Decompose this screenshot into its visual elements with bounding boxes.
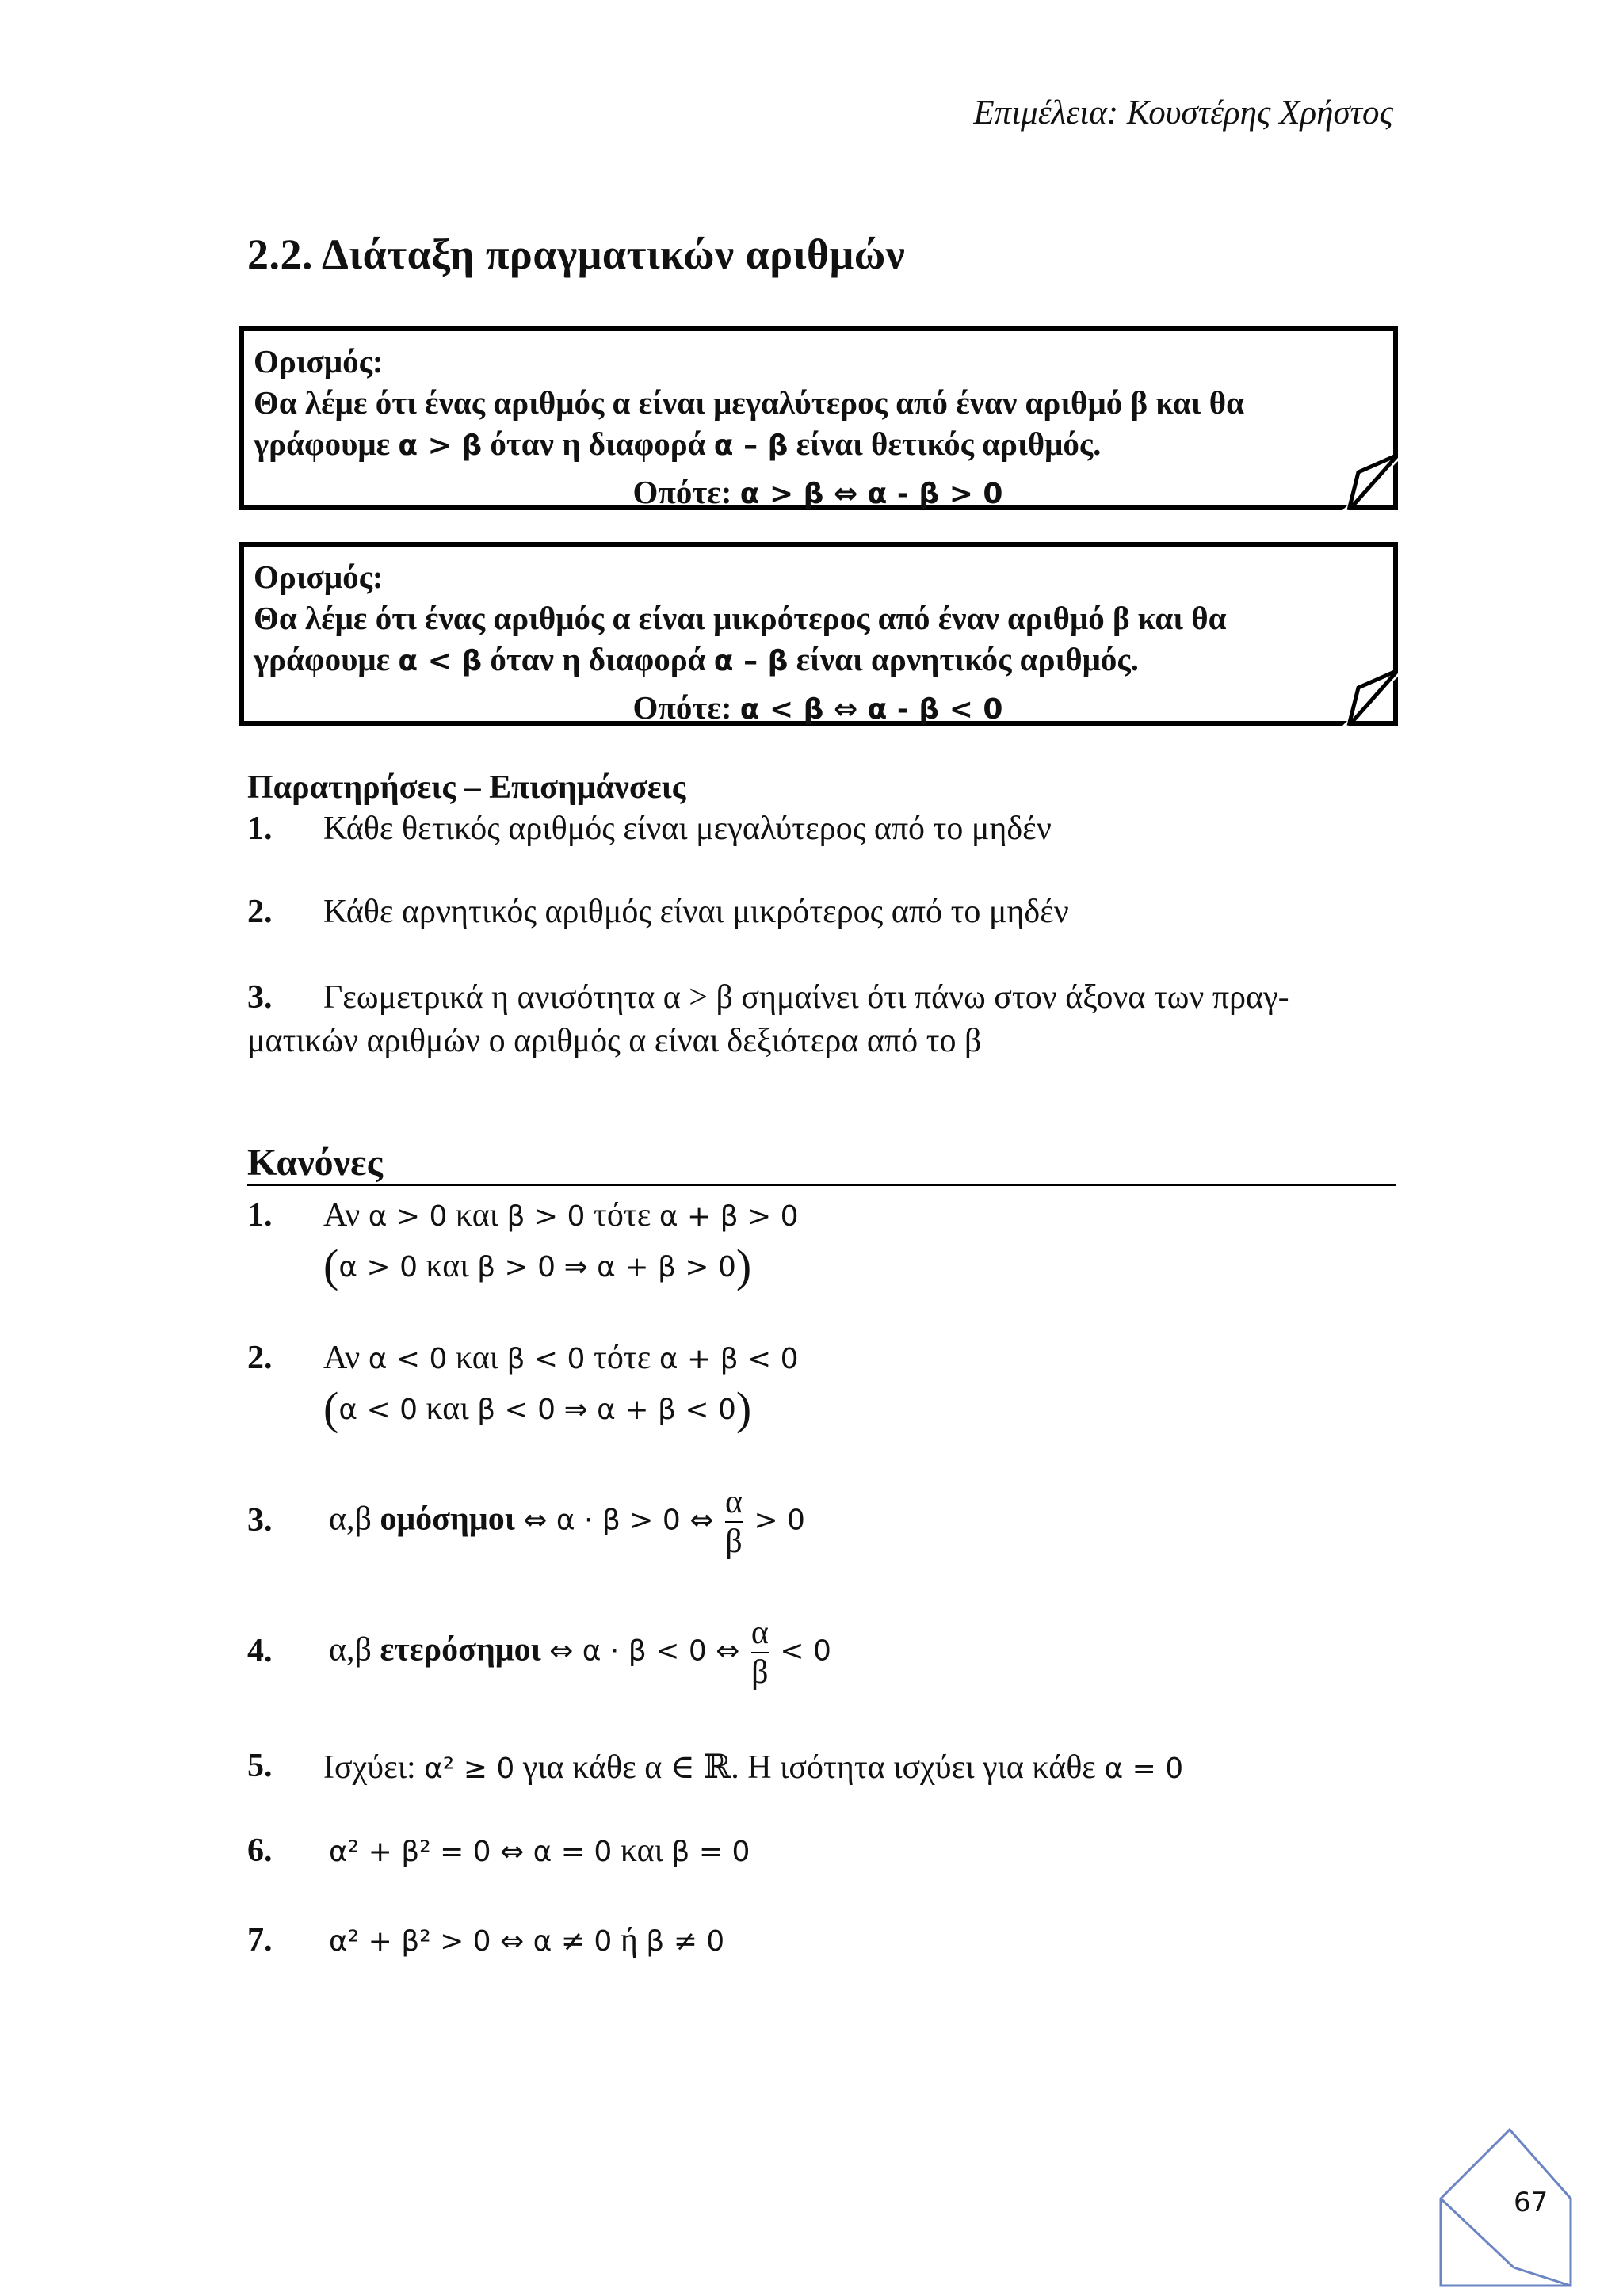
rule-7-statement: α² + β² > 0 ⇔ α ≠ 0 ή β ≠ 0 [329, 1922, 725, 1958]
page-number: 67 [1514, 2187, 1549, 2218]
rule-number: 4. [247, 1633, 273, 1669]
rule-2-symbolic: (α < 0 και β < 0 ⇒ α + β < 0) [323, 1383, 752, 1434]
rule-number: 6. [247, 1833, 273, 1869]
page-curl-icon [1342, 670, 1398, 726]
math-expression: α > β [663, 979, 733, 1016]
rule-6-statement: α² + β² = 0 ⇔ α = 0 και β = 0 [329, 1833, 750, 1869]
remark-text: Γεωμετρικά η ανισότητα α > β σημαίνει ότι πάνω στον άξονα των πραγ- [323, 979, 1289, 1016]
math-expression: α > β ⇔ α - β > 0 [739, 478, 1003, 510]
rules-title: Κανόνες [247, 1142, 383, 1184]
math-expression: α > β [398, 429, 483, 462]
rule-number: 2. [247, 1340, 273, 1376]
definition-line: γράφουμε α < β όταν η διαφορά α – β είναι αρνητικός αριθμός. [254, 641, 1139, 677]
remark-number: 2. [247, 894, 273, 930]
definition-line: Θα λέμε ότι ένας αριθμός α είναι μεγαλύτερος από έναν αριθμό β και θα [254, 384, 1244, 421]
remark-number: 3. [247, 979, 273, 1016]
page-header: Επιμέλεια: Κουστέρης Χρήστος [973, 94, 1393, 132]
rule-number: 7. [247, 1922, 273, 1958]
section-title: 2.2. Διάταξη πραγματικών αριθμών [247, 231, 906, 278]
rule-1-statement: Αν α > 0 και β > 0 τότε α + β > 0 [323, 1197, 799, 1234]
remark-text: Κάθε αρνητικός αριθμός είναι μικρότερος από το μηδέν [323, 894, 1069, 930]
definition-line: γράφουμε α > β όταν η διαφορά α – β είναι θετικός αριθμός. [254, 425, 1102, 462]
definition-box-less [239, 542, 1398, 726]
definition-box-greater [239, 326, 1398, 510]
math-expression: α < β [398, 645, 483, 677]
remark-text: Κάθε θετικός αριθμός είναι μεγαλύτερος από το μηδέν [323, 810, 1052, 847]
definition-label: Ορισμός: [254, 559, 384, 595]
math-expression: α < β ⇔ α - β < 0 [739, 693, 1003, 726]
math-expression: α – β [713, 429, 789, 462]
remarks-title: Παρατηρήσεις – Επισημάνσεις [247, 769, 686, 806]
rule-2-statement: Αν α < 0 και β < 0 τότε α + β < 0 [323, 1340, 799, 1376]
page-curl-icon [1342, 455, 1398, 510]
definition-conclusion: Οπότε: α > β ⇔ α - β > 0 [632, 474, 1003, 510]
rule-1-symbolic: (α > 0 και β > 0 ⇒ α + β > 0) [323, 1240, 752, 1291]
math-expression: α – β [713, 645, 789, 677]
rule-3-statement: α,β ομόσημοι ⇔ α · β > 0 ⇔ $\frac{\alpha}{\beta}$ > 0 [329, 1484, 805, 1560]
rule-number: 5. [247, 1748, 273, 1784]
rule-5-statement: Ισχύει: α² ≥ 0 για κάθε α ∈ ℝ. Η ισότητα ισχύει για κάθε α = 0 [323, 1749, 1184, 1786]
definition-conclusion: Οπότε: α < β ⇔ α - β < 0 [632, 689, 1003, 726]
definition-line: Θα λέμε ότι ένας αριθμός α είναι μικρότερος από έναν αριθμό β και θα [254, 600, 1227, 636]
remark-number: 1. [247, 810, 273, 847]
rules-underline [247, 1184, 1396, 1186]
definition-label: Ορισμός: [254, 343, 384, 379]
fraction: $\frac{\alpha}{\beta}$ [724, 1484, 743, 1560]
fraction: $\frac{\alpha}{\beta}$ [750, 1615, 769, 1691]
rule-number: 3. [247, 1502, 273, 1539]
rule-number: 1. [247, 1197, 273, 1234]
rule-4-statement: α,β ετερόσημοι ⇔ α · β < 0 ⇔ $\frac{\alpha}{\beta}$ < 0 [329, 1615, 831, 1691]
page-number-badge [1434, 2123, 1577, 2290]
remark-text: ματικών αριθμών ο αριθμός α είναι δεξιότερα από το β [247, 1023, 982, 1059]
